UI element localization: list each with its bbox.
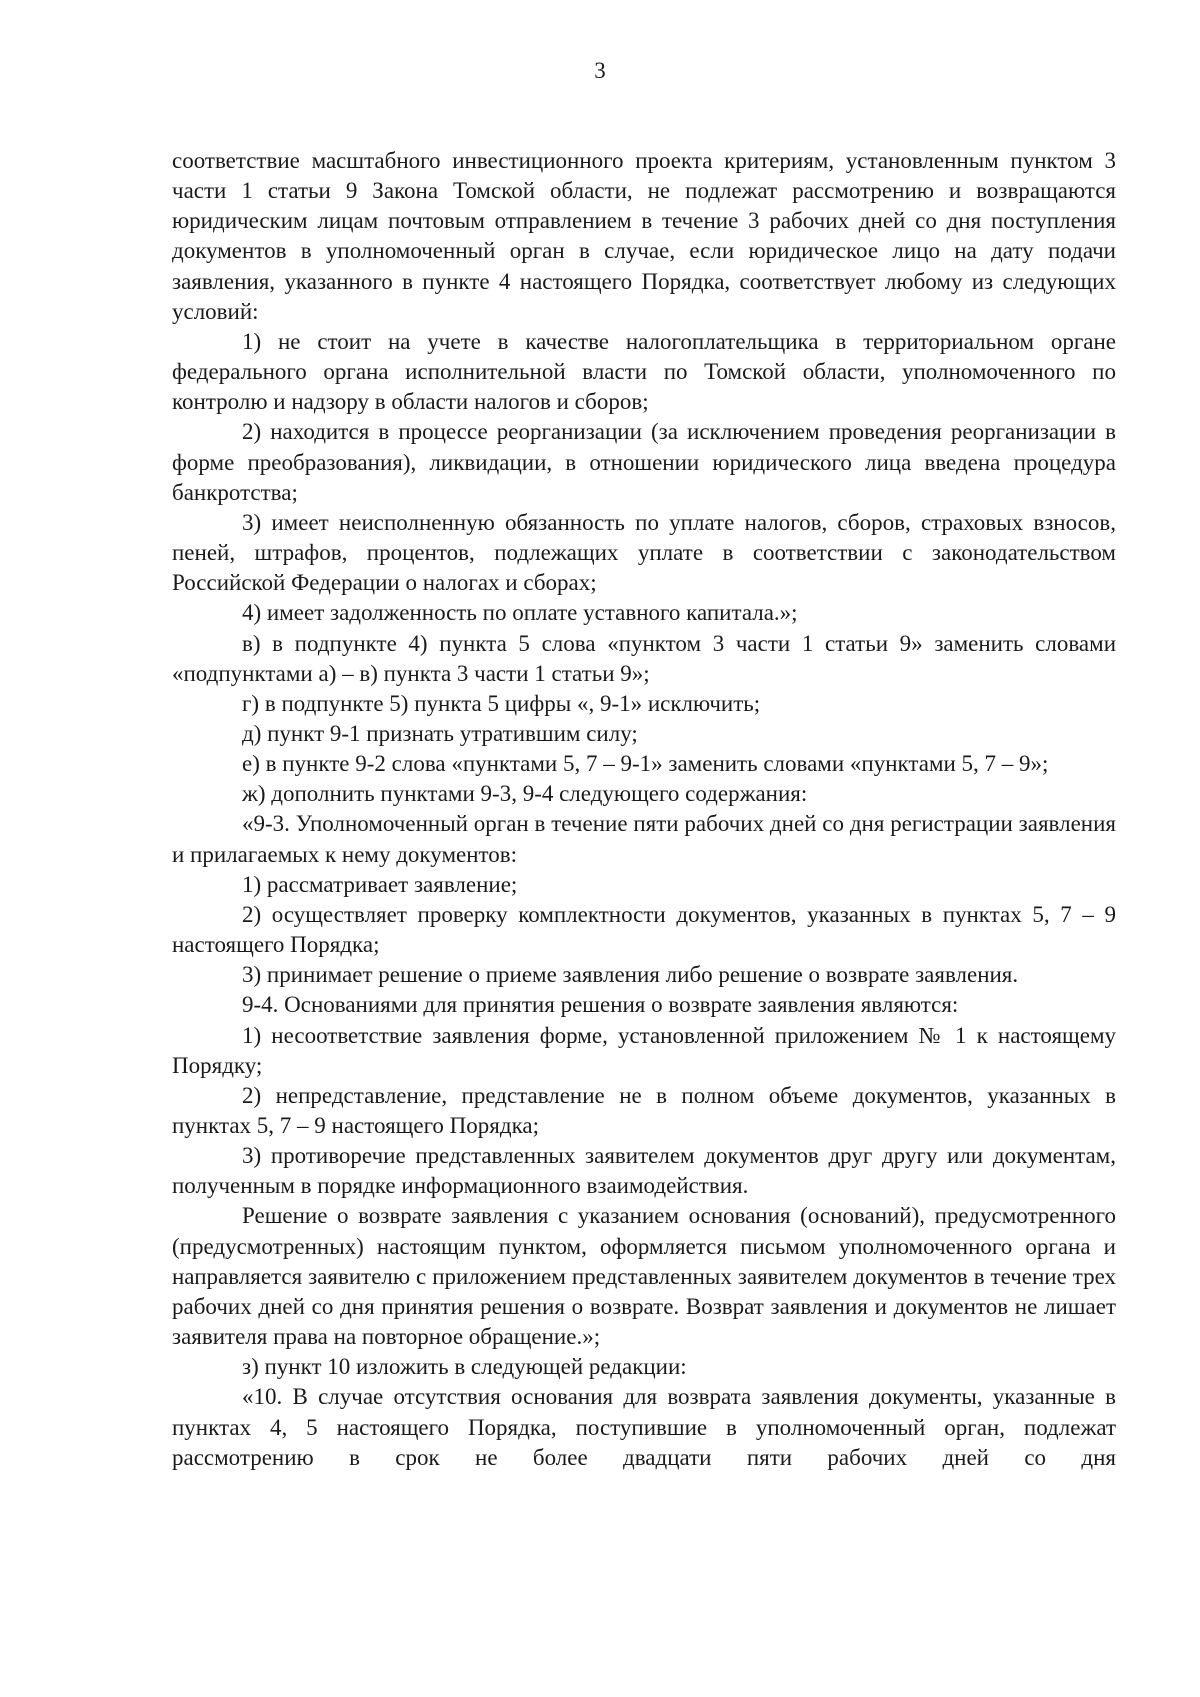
paragraph-9-4-item-2: 2) непредставление, представление не в полном объеме документов, указанных в пунктах 5, 7 – 9 настоящего Порядка; — [172, 1082, 1116, 1138]
paragraph-subitem-g: г) в подпункте 5) пункта 5 цифры «, 9-1» исключить; — [242, 690, 761, 716]
paragraph-point-9-4: 9-4. Основаниями для принятия решения о возврате заявления являются: — [242, 992, 959, 1018]
paragraph-9-3-item-1: 1) рассматривает заявление; — [242, 871, 518, 897]
paragraph-subitem-zh: ж) дополнить пунктами 9-3, 9-4 следующего содержания: — [242, 781, 808, 807]
document-body — [172, 146, 1116, 1473]
paragraph-9-4-item-3: 3) противоречие представленных заявителем документов друг другу или документам, полученным в порядке информационного взаимодействия. — [172, 1143, 1116, 1199]
paragraph-subitem-v: в) в подпункте 4) пункта 5 слова «пунктом 3 части 1 статьи 9» заменить словами «подпунктами а) – в) пункта 3 части 1 статьи 9»; — [172, 630, 1116, 686]
paragraph-9-4-item-1: 1) несоответствие заявления форме, установленной приложением № 1 к настоящему Порядку; — [172, 1022, 1116, 1078]
paragraph-item-2: 2) находится в процессе реорганизации (за исключением проведения реорганизации в форме преобразования), ликвидации, в отношении юридического лица введена процедура банкротства; — [172, 419, 1116, 505]
paragraph-continuation: соответствие масштабного инвестиционного проекта критериям, установленным пунктом 3 части 1 статьи 9 Закона Томской области, не подлежат рассмотрению и возвращаются юридическим лицам почтовым отправлением в течение 3 рабочих дней со дня поступления документов в уполномоченный орган в случае, если юридическое лицо на дату подачи заявления, указанного в пункте 4 настоящего Порядка, соответствует любому из следующих условий: — [172, 148, 1116, 324]
paragraph-item-1: 1) не стоит на учете в качестве налогоплательщика в территориальном органе федерального органа исполнительной власти по Томской области, уполномоченного по контролю и надзору в области налогов и сборов; — [172, 328, 1116, 415]
paragraph-return-decision: Решение о возврате заявления с указанием основания (оснований), предусмотренного (предусмотренных) настоящим пунктом, оформляется письмом уполномоченного органа и направляется заявителю с приложением представленных заявителем документов в течение трех рабочих дней со дня принятия решения о возврате. Возврат заявления и документов не лишает заявителя права на повторное обращение.»; — [172, 1203, 1116, 1350]
paragraph-point-10: «10. В случае отсутствия основания для возврата заявления документы, указанные в пунктах 4, 5 настоящего Порядка, поступившие в уполномоченный орган, подлежат рассмотрению в срок не более двадцати пяти рабочих дней со дня — [172, 1384, 1116, 1470]
paragraph-item-4: 4) имеет задолженность по оплате уставного капитала.»; — [242, 600, 798, 626]
paragraph-subitem-d: д) пункт 9-1 признать утратившим силу; — [242, 720, 638, 746]
paragraph-point-9-3: «9-3. Уполномоченный орган в течение пяти рабочих дней со дня регистрации заявления и прилагаемых к нему документов: — [172, 811, 1116, 867]
page-number: 3 — [594, 58, 606, 83]
paragraph-subitem-z: з) пункт 10 изложить в следующей редакции: — [242, 1354, 687, 1380]
paragraph-9-3-item-2: 2) осуществляет проверку комплектности документов, указанных в пунктах 5, 7 – 9 настоящего Порядка; — [172, 901, 1116, 958]
paragraph-9-3-item-3: 3) принимает решение о приеме заявления либо решение о возврате заявления. — [242, 962, 1019, 988]
paragraph-item-3: 3) имеет неисполненную обязанность по уплате налогов, сборов, страховых взносов, пеней, штрафов, процентов, подлежащих уплате в соответствии с законодательством Российской Федерации о налогах и сборах; — [172, 509, 1116, 596]
paragraph-subitem-e: е) в пункте 9-2 слова «пунктами 5, 7 – 9-1» заменить словами «пунктами 5, 7 – 9»; — [242, 751, 1049, 777]
